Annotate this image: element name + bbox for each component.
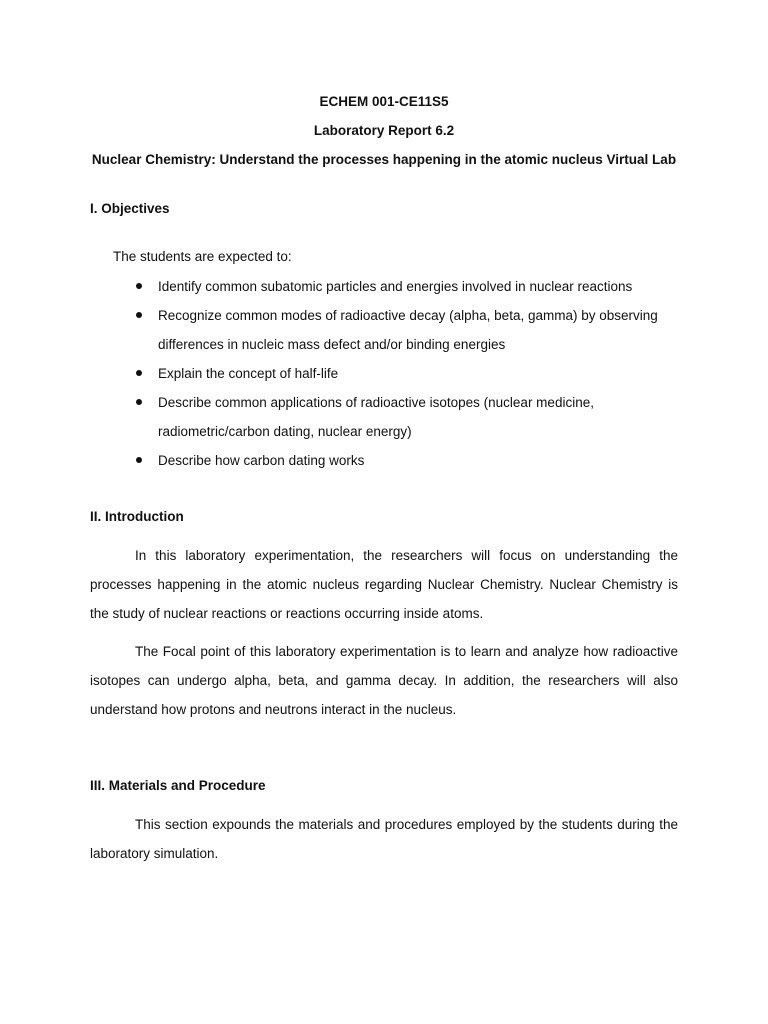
- bullet-icon: [136, 312, 142, 318]
- bullet-icon: [136, 457, 142, 463]
- objective-item: Recognize common modes of radioactive decay (alpha, beta, gamma) by observing differences in nucleic mass defect and/or binding energies: [158, 308, 658, 352]
- introduction-paragraph: In this laboratory experimentation, the researchers will focus on understanding the processes happening in the atomic nucleus regarding Nuclear Chemistry. Nuclear Chemistry is the study of nuclear reactions or reactions occurring inside atoms.: [90, 548, 678, 621]
- objective-item: Describe how carbon dating works: [158, 453, 365, 468]
- bullet-icon: [136, 370, 142, 376]
- introduction-heading: II. Introduction: [90, 509, 184, 524]
- introduction-paragraph: The Focal point of this laboratory experimentation is to learn and analyze how radioactive isotopes can undergo alpha, beta, and gamma decay. In addition, the researchers will also understand how protons and neutrons interact in the nucleus.: [90, 644, 678, 717]
- objectives-intro: The students are expected to:: [113, 249, 292, 264]
- materials-heading: III. Materials and Procedure: [90, 778, 266, 793]
- course-code: ECHEM 001-CE11S5: [319, 94, 449, 109]
- report-subtitle: Nuclear Chemistry: Understand the processes happening in the atomic nucleus Virtual Lab: [91, 152, 677, 167]
- report-title: Laboratory Report 6.2: [313, 123, 455, 138]
- bullet-icon: [136, 399, 142, 405]
- objective-item: Explain the concept of half-life: [158, 366, 339, 381]
- objectives-heading: I. Objectives: [90, 201, 170, 216]
- materials-paragraph: This section expounds the materials and procedures employed by the students during the laboratory simulation.: [90, 817, 678, 861]
- bullet-icon: [136, 283, 142, 289]
- objective-item: Identify common subatomic particles and energies involved in nuclear reactions: [158, 279, 633, 294]
- objective-item: Describe common applications of radioactive isotopes (nuclear medicine, radiometric/carbon dating, nuclear energy): [158, 395, 594, 439]
